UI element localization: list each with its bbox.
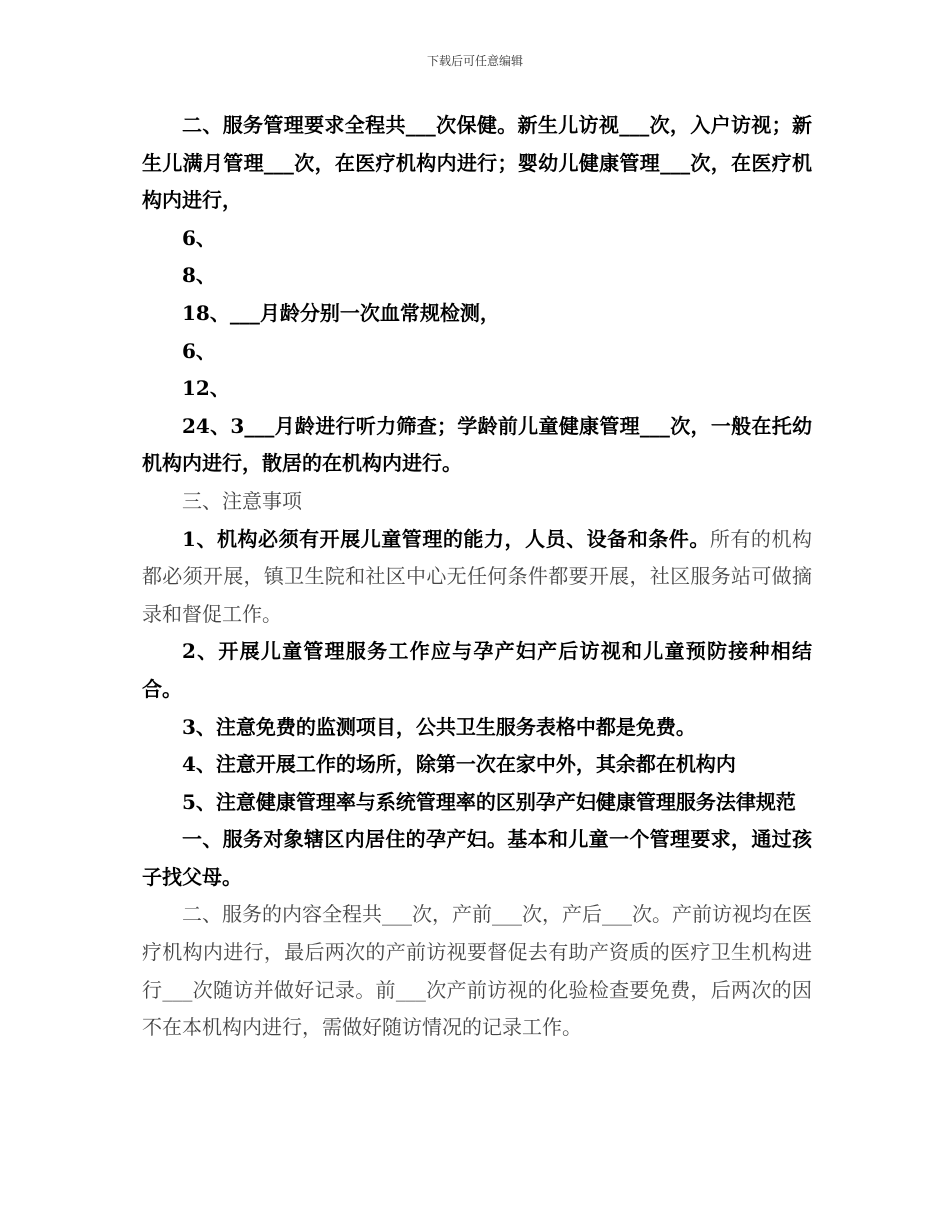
paragraph-service-requirements: 二、服务管理要求全程共___次保健。新生儿访视___次，入户访视；新生儿满月管理___次，在医疗机构内进行；婴幼儿健康管理___次，在医疗机构内进行， [142, 113, 812, 213]
paragraph-note-5: 5、注意健康管理率与系统管理率的区别孕产妇健康管理服务法律规范 [182, 789, 796, 814]
note-1-light-text: 所有的机构都必须开展，镇卫生院和社区中心无任何条件都要开展，社区服务站可做摘录和督促工作。 [142, 526, 813, 626]
paragraph-note-4: 4、注意开展工作的场所，除第一次在家中外，其余都在机构内 [182, 752, 736, 777]
list-item-6: 6、 [182, 225, 216, 250]
paragraph-hearing-screening: 24、3___月龄进行听力筛查；学龄前儿童健康管理___次，一般在托幼机构内进行，散居的在机构内进行。 [142, 413, 812, 476]
list-item-6b: 6、 [182, 338, 216, 363]
paragraph-note-3: 3、注意免费的监测项目，公共卫生服务表格中都是免费。 [182, 714, 696, 739]
page-header: 下载后可任意编辑 [426, 54, 523, 68]
paragraph-note-2: 2、开展儿童管理服务工作应与孕产妇产后访视和儿童预防接种相结合。 [142, 639, 812, 701]
document-body [142, 107, 812, 1047]
list-item-8: 8、 [182, 263, 216, 288]
list-item-12: 12、 [182, 376, 230, 401]
paragraph-service-target: 一、服务对象辖区内居住的孕产妇。基本和儿童一个管理要求，通过孩子找父母。 [142, 827, 812, 889]
paragraph-service-content: 二、服务的内容全程共___次，产前___次，产后___次。产前访视均在医疗机构内进行，最后两次的产前访视要督促去有助产资质的医疗卫生机构进行___次随访并做好记录。前___次产前访视的化验检查要免费，后两次的因不在本机构内进行，需做好随访情况的记录工作。 [142, 902, 812, 1040]
list-item-18: 18、___月龄分别一次血常规检测， [182, 300, 500, 325]
note-1-bold-text: 1、机构必须有开展儿童管理的能力，人员、设备和条件。 [182, 526, 710, 551]
paragraph-note-1 [142, 521, 812, 634]
section-heading-notes: 三、注意事项 [182, 488, 302, 513]
